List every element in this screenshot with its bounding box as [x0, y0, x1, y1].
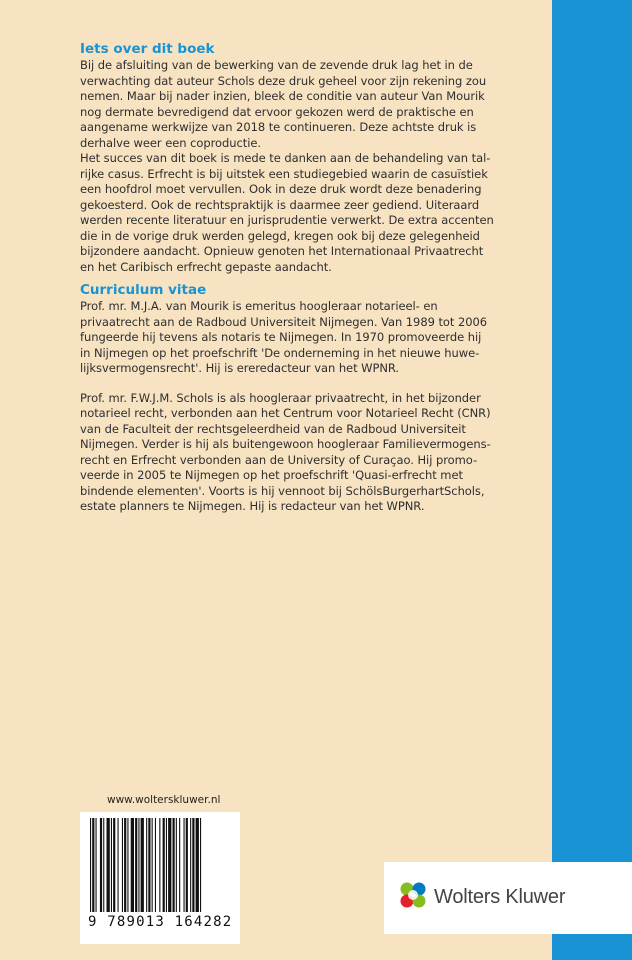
barcode-bar: [113, 818, 115, 912]
barcode-bar: [100, 818, 102, 912]
barcode-bar: [173, 818, 175, 912]
cv-paragraph-schols: Prof. mr. F.W.J.M. Schols is als hoogleraar privaatrecht, in het bijzonder notarieel recht, verbonden aan het Centrum voor Notarieel Recht (CNR) van de Faculteit der rechtsgeleerdheid van de Radboud Universiteit Nijmegen. Verder is hij als buitengewoon hoogleraar Familievermogens- recht en Erfrecht verbonden aan de University of Curaçao. Hij promo- veerde in 2005 te Nijmegen op het proefschrift 'Quasi-erfrecht met bindende elementen'. Voorts is hij vennoot bij SchölsBurgerhartSchols, estate planners te Nijmegen. Hij is redacteur van het WPNR.: [80, 390, 491, 513]
barcode-bar: [155, 818, 156, 912]
about-paragraph-1: Bij de afsluiting van de bewerking van de zevende druk lag het in de verwachting dat auteur Schols deze druk geheel voor zijn rekening zou nemen. Maar bij nader inzien, bleek de conditie van auteur Van Mourik nog dermate bevredigend dat ervoor gekozen werd de praktische en aangename werkwijze van 2018 te continueren. Deze achtste druk is derhalve weer een coproductie.: [80, 58, 487, 150]
barcode-bar: [103, 818, 104, 912]
barcode-bar: [146, 818, 147, 912]
barcode-bar: [127, 818, 128, 912]
barcode-bar: [118, 818, 119, 912]
barcode-bar: [92, 818, 94, 912]
barcode-bar: [163, 818, 165, 912]
barcode-bar: [131, 818, 134, 912]
barcode-bar: [200, 818, 201, 912]
barcode-bar: [152, 818, 153, 912]
barcode-bar: [90, 818, 91, 912]
about-paragraph-2: Het succes van dit boek is mede te danken aan de behandeling van tal- rijke casus. Erfrecht is bij uitstek een studiegebied waarin de casuïstiek een hoofdrol moet vervullen. Ook in deze druk wordt deze benadering gekoesterd. Ook de rechtspraktijk is daarmee zeer gediend. Uiteraard werden recente literatuur en jurisprudentie verwerkt. De extra accenten die in de vorige druk werden gelegd, kregen ook bij deze gelegenheid bijzondere aandacht. Opnieuw genoten het Internationaal Privaatrecht en het Caribisch erfrecht gepaste aandacht.: [80, 151, 494, 274]
publisher-url[interactable]: www.wolterskluwer.nl: [107, 794, 221, 806]
barcode-bar: [190, 818, 191, 912]
barcode-bar: [122, 818, 123, 912]
barcode-bar: [141, 818, 144, 912]
barcode-bar: [179, 818, 180, 912]
section-heading-about-book: Iets over dit boek: [80, 41, 215, 57]
wolters-kluwer-logo-icon: [398, 880, 428, 910]
back-cover-text: [80, 40, 550, 515]
publisher-logo-block: [384, 862, 632, 934]
barcode: [80, 812, 240, 944]
barcode-bar: [135, 818, 137, 912]
barcode-bar: [138, 818, 139, 912]
barcode-bar: [184, 818, 185, 912]
barcode-bar: [96, 818, 97, 912]
barcode-bar: [192, 818, 194, 912]
barcode-bars: [80, 812, 240, 916]
isbn-number: 9 789013 164282: [88, 914, 233, 930]
cv-paragraph-van-mourik: Prof. mr. M.J.A. van Mourik is emeritus hoogleraar notarieel- en privaatrecht aan de Radboud Universiteit Nijmegen. Van 1989 tot 2006 fungeerde hij tevens als notaris te Nijmegen. In 1970 promoveerde hij in Nijmegen op het proefschrift 'De onderneming in het nieuwe huwe- lijksvermogensrecht'. Hij is ereredacteur van het WPNR.: [80, 299, 488, 375]
barcode-bar: [196, 818, 199, 912]
barcode-bar: [159, 818, 160, 912]
barcode-bar: [111, 818, 112, 912]
barcode-bar: [168, 818, 171, 912]
publisher-name: Wolters Kluwer: [434, 886, 566, 908]
barcode-bar: [124, 818, 126, 912]
barcode-bar: [176, 818, 177, 912]
barcode-bar: [186, 818, 188, 912]
barcode-bar: [148, 818, 150, 912]
blue-side-strip: [552, 0, 632, 960]
section-heading-cv: Curriculum vitae: [80, 282, 207, 298]
barcode-bar: [166, 818, 167, 912]
barcode-bar: [107, 818, 110, 912]
